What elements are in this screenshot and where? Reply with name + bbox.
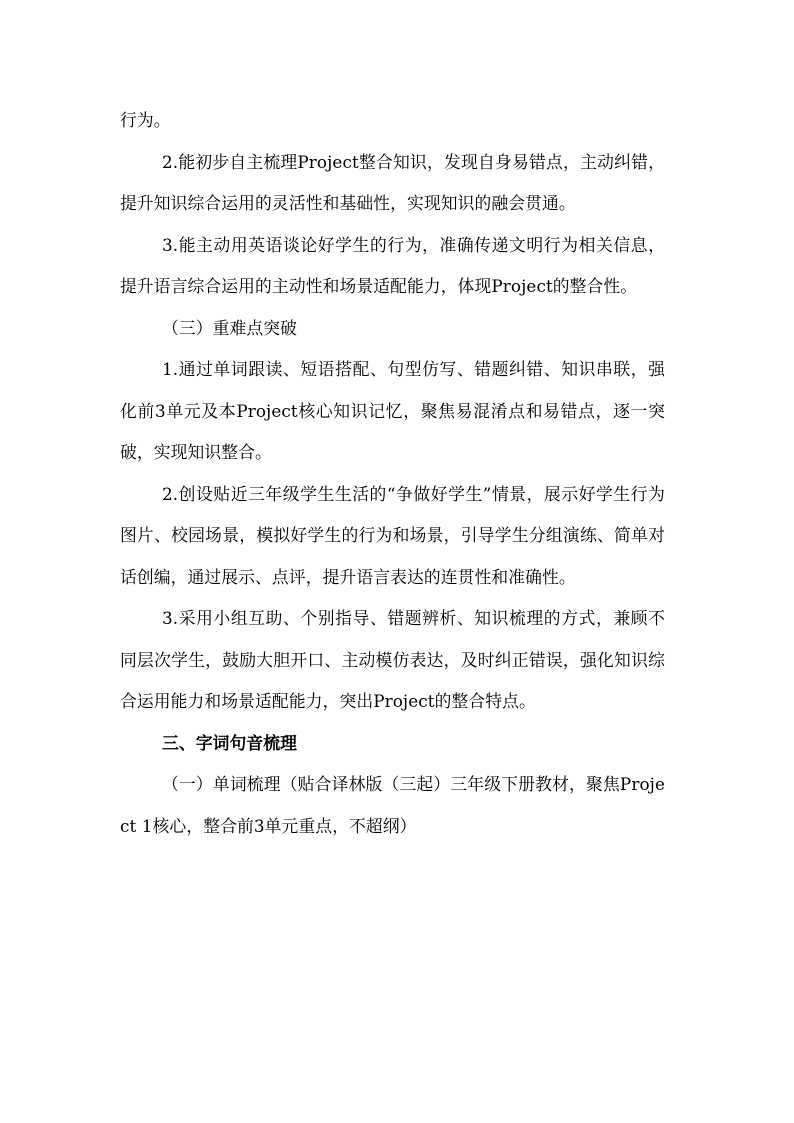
paragraph-objective-3: 3.能主动用英语谈论好学生的行为，准确传递文明行为相关信息，提升语言综合运用的主动性和场景适配能力，体现Project的整合性。 <box>120 234 665 296</box>
section-heading-word-review: （一）单词梳理（贴合译林版（三起）三年级下册教材，聚焦Project 1核心，整合前3单元重点，不超纲） <box>120 774 665 836</box>
paragraph-difficulty-1: 1.通过单词跟读、短语搭配、句型仿写、错题纠错、知识串联，强化前3单元及本Project核心知识记忆，聚焦易混淆点和易错点，逐一突破，实现知识整合。 <box>120 359 665 462</box>
section-heading-review: 三、字词句音梳理 <box>162 732 298 753</box>
paragraph-continuation: 行为。 <box>120 110 171 130</box>
document-body <box>120 100 665 847</box>
paragraph-difficulty-3: 3.采用小组互助、个别指导、错题辨析、知识梳理的方式，兼顾不同层次学生，鼓励大胆开口、主动模仿表达，及时纠正错误，强化知识综合运用能力和场景适配能力，突出Project的整合特点。 <box>120 608 665 711</box>
section-heading-key-difficulties: （三）重难点突破 <box>162 317 298 338</box>
paragraph-difficulty-2: 2.创设贴近三年级学生生活的“争做好学生”情景，展示好学生行为图片、校园场景，模拟好学生的行为和场景，引导学生分组演练、简单对话创编，通过展示、点评，提升语言表达的连贯性和准确性。 <box>120 483 665 587</box>
paragraph-objective-2: 2.能初步自主梳理Project整合知识，发现自身易错点，主动纠错，提升知识综合运用的灵活性和基础性，实现知识的融会贯通。 <box>120 151 665 213</box>
